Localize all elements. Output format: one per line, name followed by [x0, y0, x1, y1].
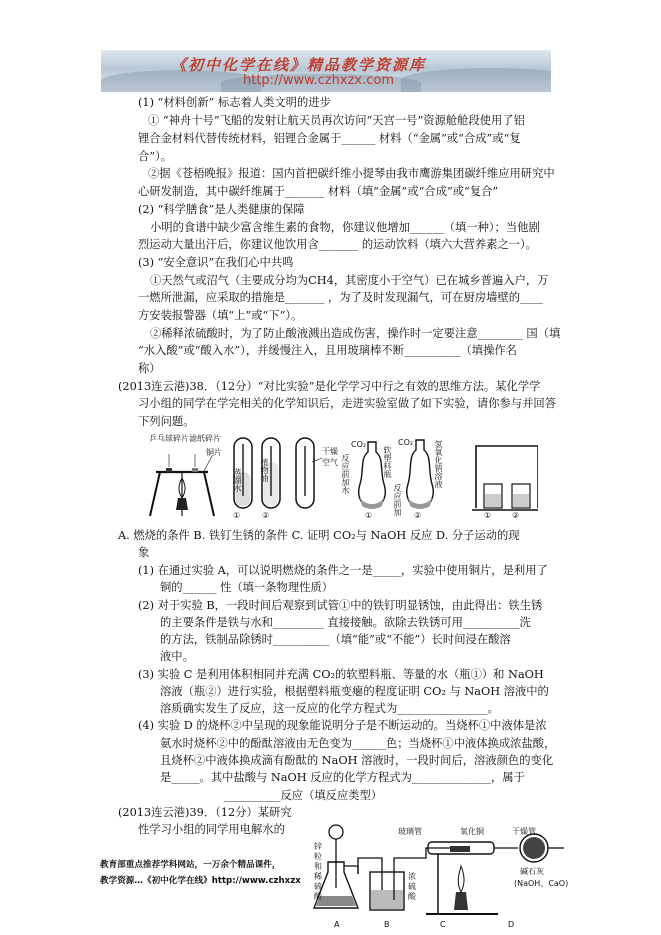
- label-distilled-water: 蒸馏水: [233, 468, 242, 492]
- beaker-liquid: [485, 494, 501, 507]
- apparatus-d: [494, 834, 564, 862]
- text-line: ① “神舟十号”飞船的发射让航天员再次访问“天宫一号”资源舱舱段使用了铝: [148, 114, 525, 127]
- filter-paper-fragment: [192, 468, 198, 472]
- bottle-liquid: [360, 498, 384, 509]
- text-line: 一燃所泄漏，应采取的措施是_______ ，为了及时发现漏气，可在厨房墙壁的____: [138, 291, 543, 304]
- copper-oxide: [450, 846, 470, 852]
- experiment-b-apparatus: [234, 438, 322, 508]
- text-line: 且烧杯②中液体换成滴有酚酞的 NaOH 溶液时，一段时间后，溶液颜色的变化: [160, 754, 554, 767]
- label-soft-plastic-bottle: 软塑料瓶: [383, 446, 392, 478]
- label-drying-tube: 干燥管: [512, 827, 536, 836]
- text-line: 象: [138, 546, 150, 559]
- label-apparatus-a: A: [334, 920, 340, 929]
- alcohol-lamp: [454, 892, 468, 910]
- flame: [458, 866, 464, 892]
- text-line: 的方法，铁制品除锈时__________（填“能”或“不能”）长时间浸在酸溶: [160, 633, 511, 646]
- text-line: 溶质确实发生了反应，这一反应的化学方程式为________________。: [160, 702, 499, 715]
- text-line: (2) “科学膳食”是人类健康的保障: [138, 203, 305, 216]
- text-line: 合”）。: [138, 150, 173, 163]
- text-line: 溶液（瓶②）进行实验，根据塑料瓶变瘪的程度证明 CO₂ 与 NaOH 溶液中的: [160, 685, 549, 698]
- text-line: (2013连云港)38．（12分）“对比实验”是化学学习中行之有效的思维方法。某化学学: [118, 380, 541, 393]
- label-before-add: 反应前加: [393, 484, 402, 516]
- text-line: (3) “安全意识”在我们心中共鸣: [138, 256, 294, 269]
- text-line: 小明的食谱中缺少富含维生素的食物，你建议他增加______（填一种）；当他剧: [150, 221, 540, 234]
- apparatus-c: [426, 842, 498, 914]
- label-tube-1: ①: [233, 511, 241, 520]
- text-line: (2) 对于实验 B，一段时间后观察到试管①中的铁钉明显锈蚀，由此得出：铁生锈: [138, 599, 543, 612]
- text-line: (1) “材料创新” 标志着人类文明的进步: [138, 96, 331, 109]
- label-soda-lime-composition: (NaOH、CaO): [514, 879, 569, 888]
- text-line: “水入酸”或“酸入水”），并缓慢注入，且用玻璃棒不断__________（填操作名: [138, 344, 517, 357]
- funnel-bulb: [329, 825, 343, 839]
- label-pingpong-fragments: 乒乓球碎片: [149, 434, 189, 443]
- text-line: 习小组的同学在学完相关的化学知识后，走进实验室做了如下实验，请你参与并回答: [138, 397, 556, 410]
- banner-url: http://www.czhxzx.com: [243, 73, 394, 88]
- text-line: 烈运动大量出汗后，你建议他饮用含_______ 的运动饮料（填六大营养素之一）。: [138, 238, 537, 251]
- label-naoh-solution: 氢氧化钠溶液: [434, 440, 443, 488]
- label-tube-2: ②: [262, 511, 270, 520]
- alcohol-lamp: [176, 498, 188, 510]
- label-bottle-2: ②: [414, 511, 422, 520]
- text-line: ①天然气或沼气（主要成分均为CH4，其密度小于空气）已在城乡普遍入户，万: [150, 274, 549, 287]
- text-line: 方安装报警器（填“上”或“下”）。: [138, 309, 303, 322]
- experiment-d-apparatus: [472, 446, 538, 510]
- label-copper-plate: 铜片: [206, 448, 222, 457]
- label-glass-tube: 玻璃管: [398, 827, 422, 836]
- label-apparatus-d: D: [508, 920, 515, 929]
- footer-line-2: 教学资源…《初中化学在线》http://www.czhxzx: [100, 876, 301, 886]
- soft-bottle-2: [407, 440, 434, 508]
- bottle-liquid: [408, 498, 432, 509]
- label-dry-air: 干燥空气: [322, 447, 338, 467]
- soda-lime-granules: [523, 837, 545, 859]
- text-line: ②据《苍梧晚报》报道：国内首把碳纤维小提琴由我市鹰游集团碳纤维应用研究中: [148, 167, 555, 180]
- label-filter-paper-fragments: 滤纸碎片: [189, 434, 221, 443]
- text-line: 下列问题。: [138, 415, 195, 428]
- text-line: 心研发制造，其中碳纤维属于_______ 材料（填“金属”或“合成”或“复合”: [138, 185, 499, 198]
- text-line: 称）: [138, 362, 161, 375]
- text-line: __________反应（填反应类型）: [224, 789, 383, 802]
- text-line: 铜的______ 性（填一条物理性质）: [160, 581, 334, 594]
- text-line: A. 燃烧的条件 B. 铁钉生锈的条件 C. 证明 CO₂与 NaOH 反应 D. 分子运动的现: [118, 529, 520, 542]
- label-conc-sulfuric-acid: 浓硫酸: [408, 872, 416, 901]
- label-before-add-water: 反应前加水: [341, 454, 350, 494]
- experiment-a-apparatus: [150, 454, 214, 516]
- label-apparatus-b: B: [384, 920, 390, 929]
- footer-line-1: 教育部重点推荐学科网站，一万余个精品课件，: [100, 860, 281, 870]
- tripod-leg: [150, 472, 160, 516]
- banner-title: 《初中化学在线》精品教学资源库: [171, 56, 427, 74]
- delivery-tube: [344, 866, 358, 874]
- text-line: 是_____。其中盐酸与 NaOH 反应的化学方程式为______________，属于: [160, 771, 525, 784]
- beaker-liquid: [513, 494, 529, 507]
- header-banner: [101, 50, 551, 92]
- text-line: 液中。: [160, 650, 194, 663]
- text-line: 性学习小组的同学用电解水的: [138, 823, 285, 836]
- label-copper-oxide: 氧化铜: [460, 827, 484, 836]
- text-line: 氨水时烧杯②中的酚酞溶液由无色变为______色；当烧杯①中液体换成浓盐酸，: [160, 737, 556, 750]
- label-apparatus-c: C: [440, 920, 446, 929]
- label-soda-lime: 碱石灰: [520, 867, 544, 876]
- label-plant-oil: 植物油: [260, 458, 269, 482]
- tripod-leg: [204, 472, 214, 516]
- text-line: ②稀释浓硫酸时，为了防止酸液溅出造成伤害，操作时一定要注意________ 国（填: [150, 327, 561, 340]
- text-line: (2013连云港)39．（12分）某研究: [118, 806, 292, 819]
- text-line: 的主要条件是铁与水和_________ 直接接触。欲除去铁锈可用__________洗: [160, 616, 531, 629]
- label-beaker-1: ①: [484, 511, 492, 520]
- pingpong-fragment: [166, 468, 172, 472]
- text-line: 锂合金材料代替传统材料，铝锂合金属于______ 材料（“金属”或“合成”或“复: [138, 132, 521, 145]
- text-line: (3) 实验 C 是利用体积相同并充满 CO₂的软塑料瓶、等量的水（瓶①）和 NaOH: [138, 668, 544, 681]
- label-co2-bottle-2: CO₂: [398, 438, 414, 447]
- text-line: (4) 实验 D 的烧杯②中呈现的现象能说明分子是不断运动的。当烧杯①中液体是浓: [138, 719, 547, 732]
- label-beaker-2: ②: [512, 511, 520, 520]
- label-zinc-and-acid: 锌粒和稀硫酸: [314, 842, 322, 901]
- label-co2-bottle-1: CO₂: [351, 440, 367, 449]
- label-bottle-1: ①: [365, 511, 373, 520]
- conc-sulfuric-acid: [371, 890, 403, 909]
- label-pointer: [204, 456, 212, 471]
- text-line: (1) 在通过实验 A，可以说明燃烧的条件之一是_____，实验中使用铜片，是利用了: [138, 564, 548, 577]
